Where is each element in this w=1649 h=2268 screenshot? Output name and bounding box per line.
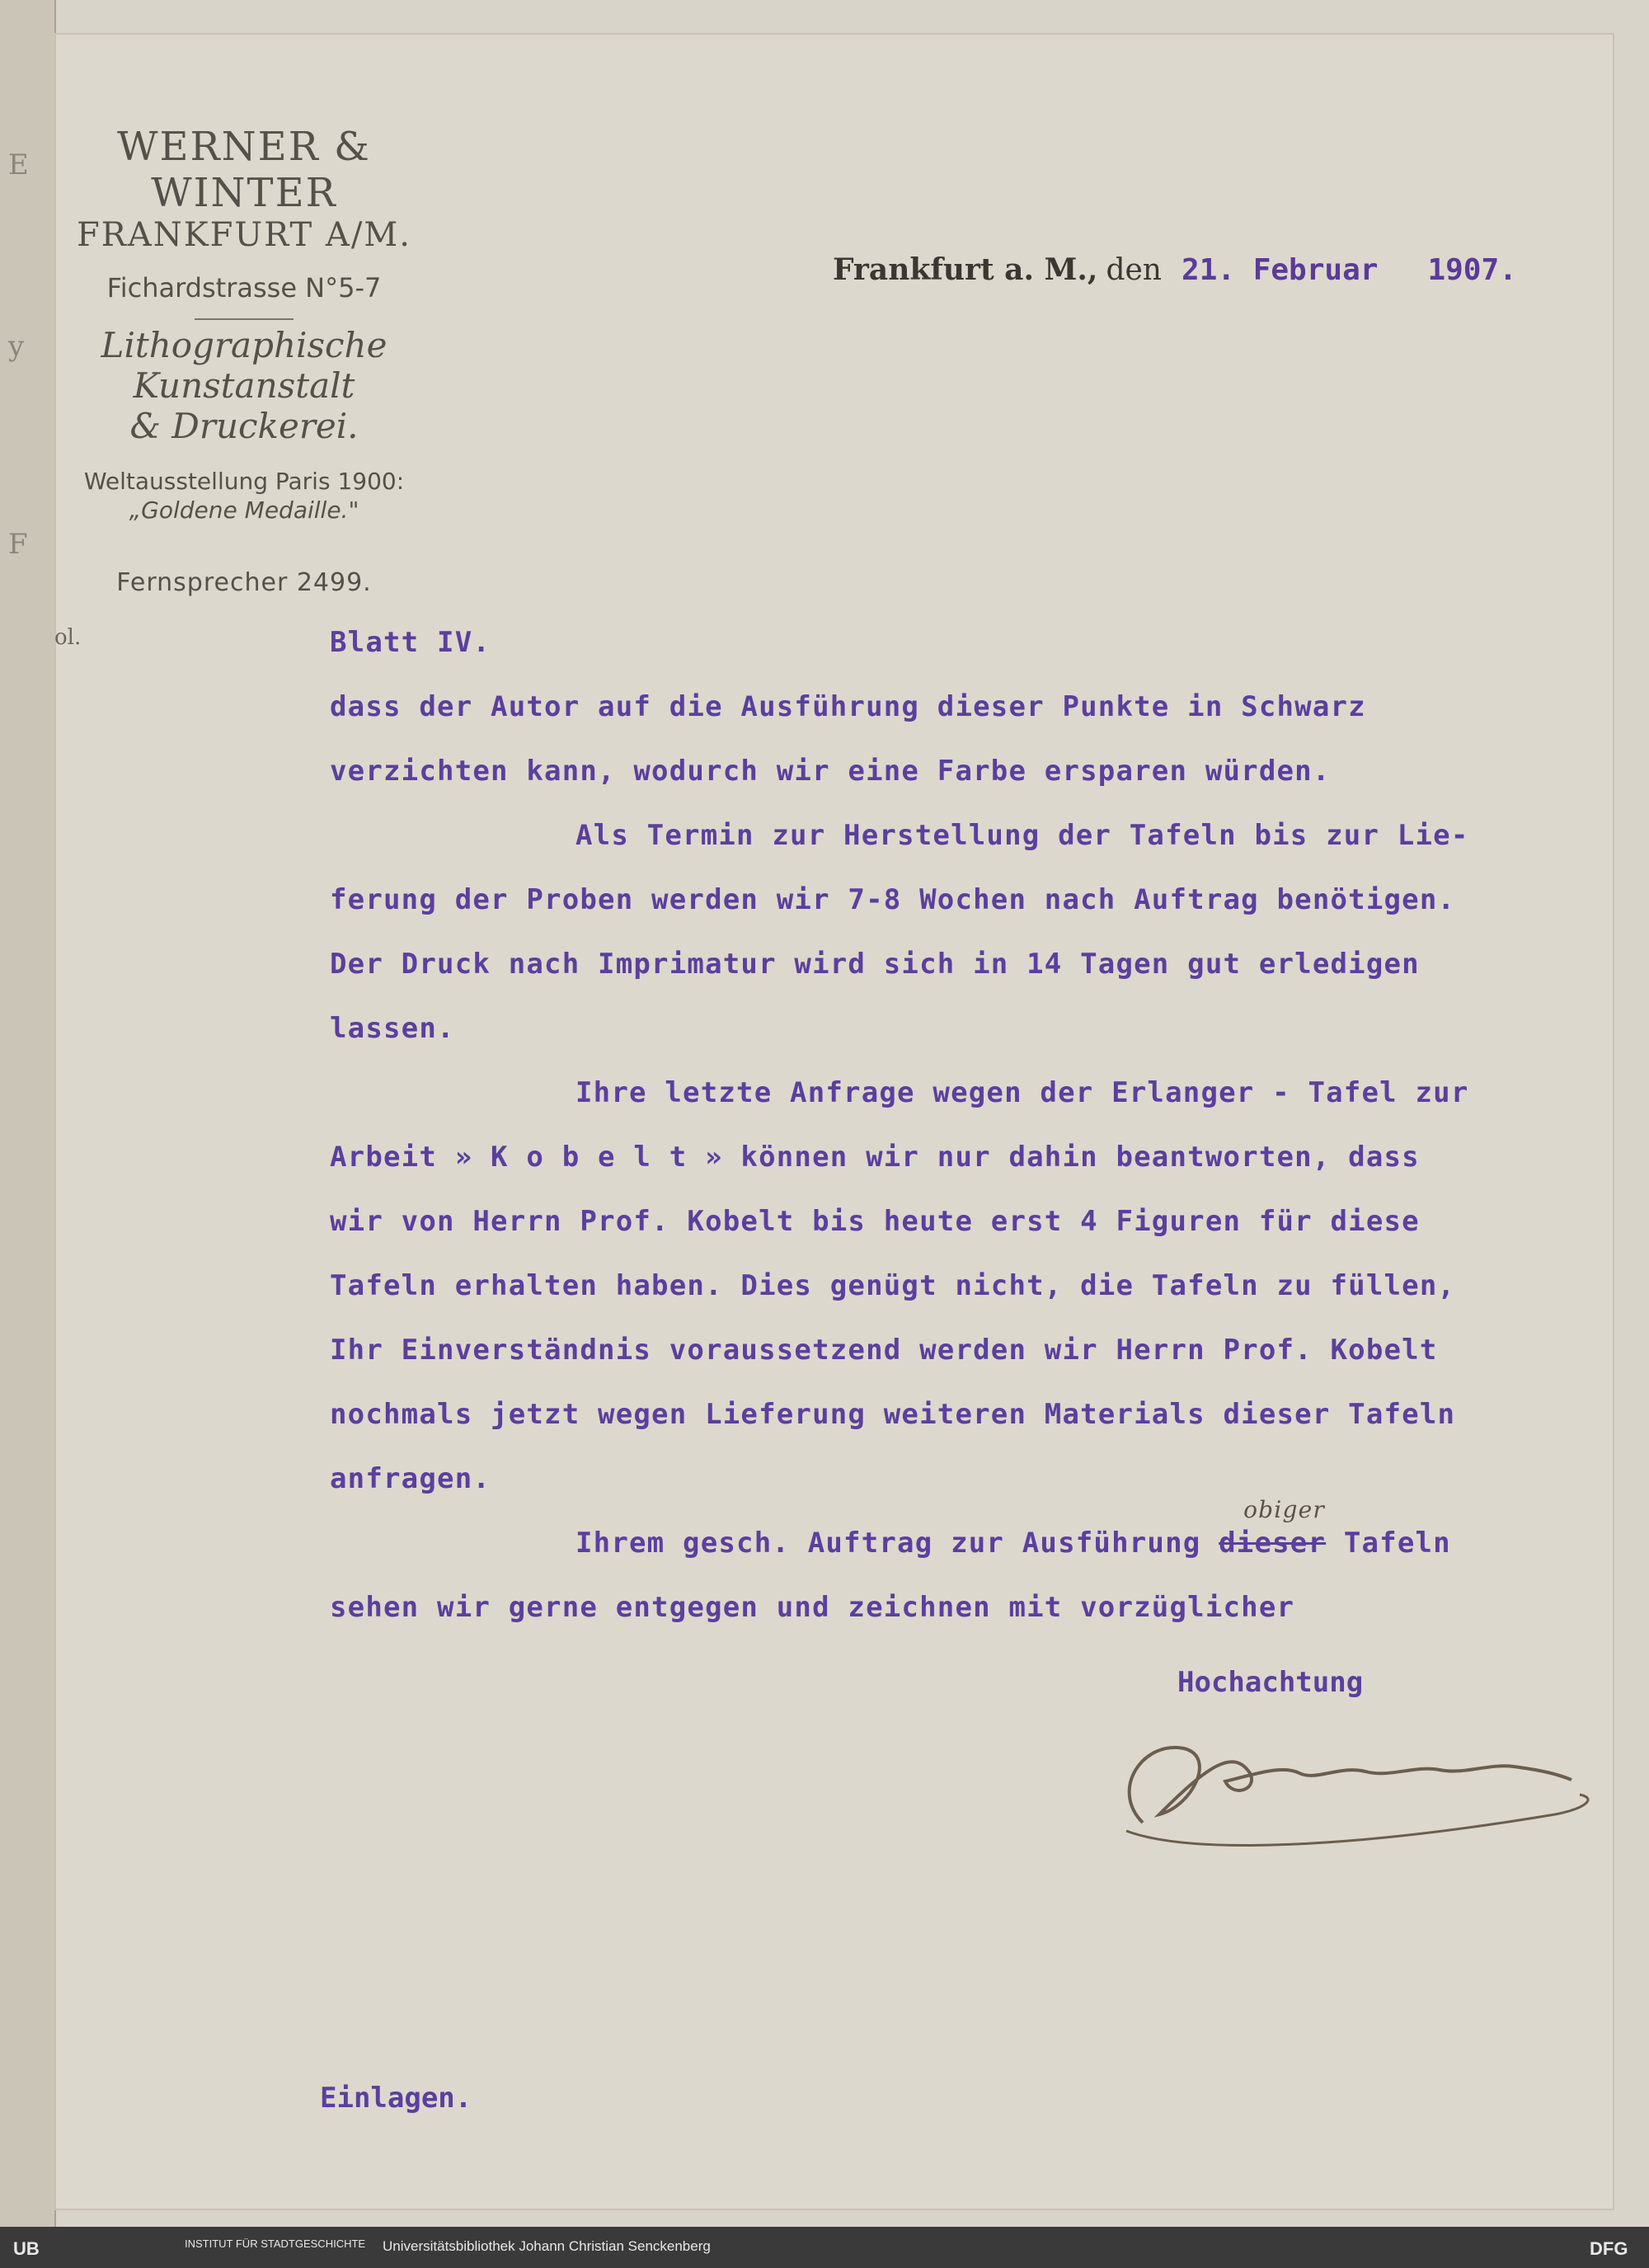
body-line: verzichten kann, wodurch wir eine Farbe ersparen würden. bbox=[330, 755, 1331, 788]
body-line: sehen wir gerne entgegen und zeichnen mit vorzüglicher bbox=[330, 1591, 1295, 1624]
letterhead-divider bbox=[195, 318, 294, 320]
trade-description-2: & Druckerei. bbox=[129, 406, 359, 446]
archive-footer bbox=[0, 2227, 1649, 2268]
struck-word: dieser bbox=[1219, 1527, 1327, 1560]
enclosure-note: Einlagen. bbox=[320, 2082, 472, 2115]
body-line: Ihrem gesch. Auftrag zur Ausführung bbox=[576, 1527, 1201, 1560]
previous-page-fragment: y bbox=[8, 330, 25, 363]
body-line: ferung der Proben werden wir 7-8 Wochen nach Auftrag benötigen. bbox=[330, 883, 1456, 916]
page-reference: Blatt IV. bbox=[330, 626, 491, 659]
margin-note: ol. bbox=[54, 625, 82, 650]
body-line: Ihr Einverständnis voraussetzend werden wir Herrn Prof. Kobelt bbox=[330, 1334, 1438, 1367]
previous-page-fragment: E bbox=[8, 148, 29, 181]
letterhead bbox=[54, 107, 434, 597]
handwritten-insertion: obiger bbox=[1243, 1496, 1325, 1523]
date-day-month: 21. Februar bbox=[1182, 253, 1379, 287]
trade-description: Lithographische Kunstanstalt bbox=[101, 325, 388, 406]
letter-page bbox=[54, 33, 1614, 2210]
institute-logo: INSTITUT FÜR STADTGESCHICHTE bbox=[185, 2237, 366, 2250]
previous-page-edge bbox=[0, 0, 56, 2227]
ub-logo: UB bbox=[13, 2238, 40, 2259]
dateline bbox=[833, 252, 1517, 287]
company-city: FRANKFURT A/M. bbox=[77, 216, 411, 254]
body-line: wir von Herrn Prof. Kobelt bis heute erst 4 Figuren für diese bbox=[330, 1205, 1420, 1238]
date-den: den bbox=[1106, 253, 1162, 287]
library-name: Universitätsbibliothek Johann Christian Senckenberg bbox=[383, 2238, 711, 2254]
date-year: 1907. bbox=[1427, 253, 1517, 287]
body-line: Arbeit » K o b e l t » können wir nur dahin beantworten, dass bbox=[330, 1141, 1420, 1174]
body-line: Tafeln erhalten haben. Dies genügt nicht, die Tafeln zu füllen, bbox=[330, 1269, 1456, 1302]
exposition-note: Weltausstellung Paris 1900: bbox=[83, 468, 405, 495]
phone-number: Fernsprecher 2499. bbox=[116, 568, 372, 597]
body-line: lassen. bbox=[330, 1012, 455, 1045]
body-line-with-correction bbox=[330, 1496, 1649, 1575]
body-line: Ihre letzte Anfrage wegen der Erlanger - Tafel zur bbox=[576, 1076, 1469, 1109]
body-line: Als Termin zur Herstellung der Tafeln bis zur Lie- bbox=[576, 819, 1469, 852]
body-line: nochmals jetzt wegen Lieferung weiteren Materials dieser Tafeln bbox=[330, 1398, 1456, 1431]
body-line: Tafeln bbox=[1343, 1527, 1451, 1560]
previous-page-fragment: F bbox=[8, 528, 28, 561]
body-line: anfragen. bbox=[330, 1462, 491, 1495]
signature-mark bbox=[1093, 1715, 1621, 1864]
closing-salutation: Hochachtung bbox=[1177, 1666, 1364, 1699]
date-place: Frankfurt a. M., bbox=[833, 252, 1098, 287]
medal-note: „Goldene Medaille." bbox=[129, 496, 359, 524]
company-name: WERNER & WINTER bbox=[117, 124, 371, 216]
body-line: Der Druck nach Imprimatur wird sich in 14 Tagen gut erledigen bbox=[330, 948, 1420, 981]
company-street: Fichardstrasse N°5-7 bbox=[106, 272, 382, 303]
letter-body bbox=[330, 610, 1649, 1640]
dfg-logo: DFG bbox=[1590, 2238, 1628, 2259]
body-line: dass der Autor auf die Ausführung dieser Punkte in Schwarz bbox=[330, 690, 1366, 723]
